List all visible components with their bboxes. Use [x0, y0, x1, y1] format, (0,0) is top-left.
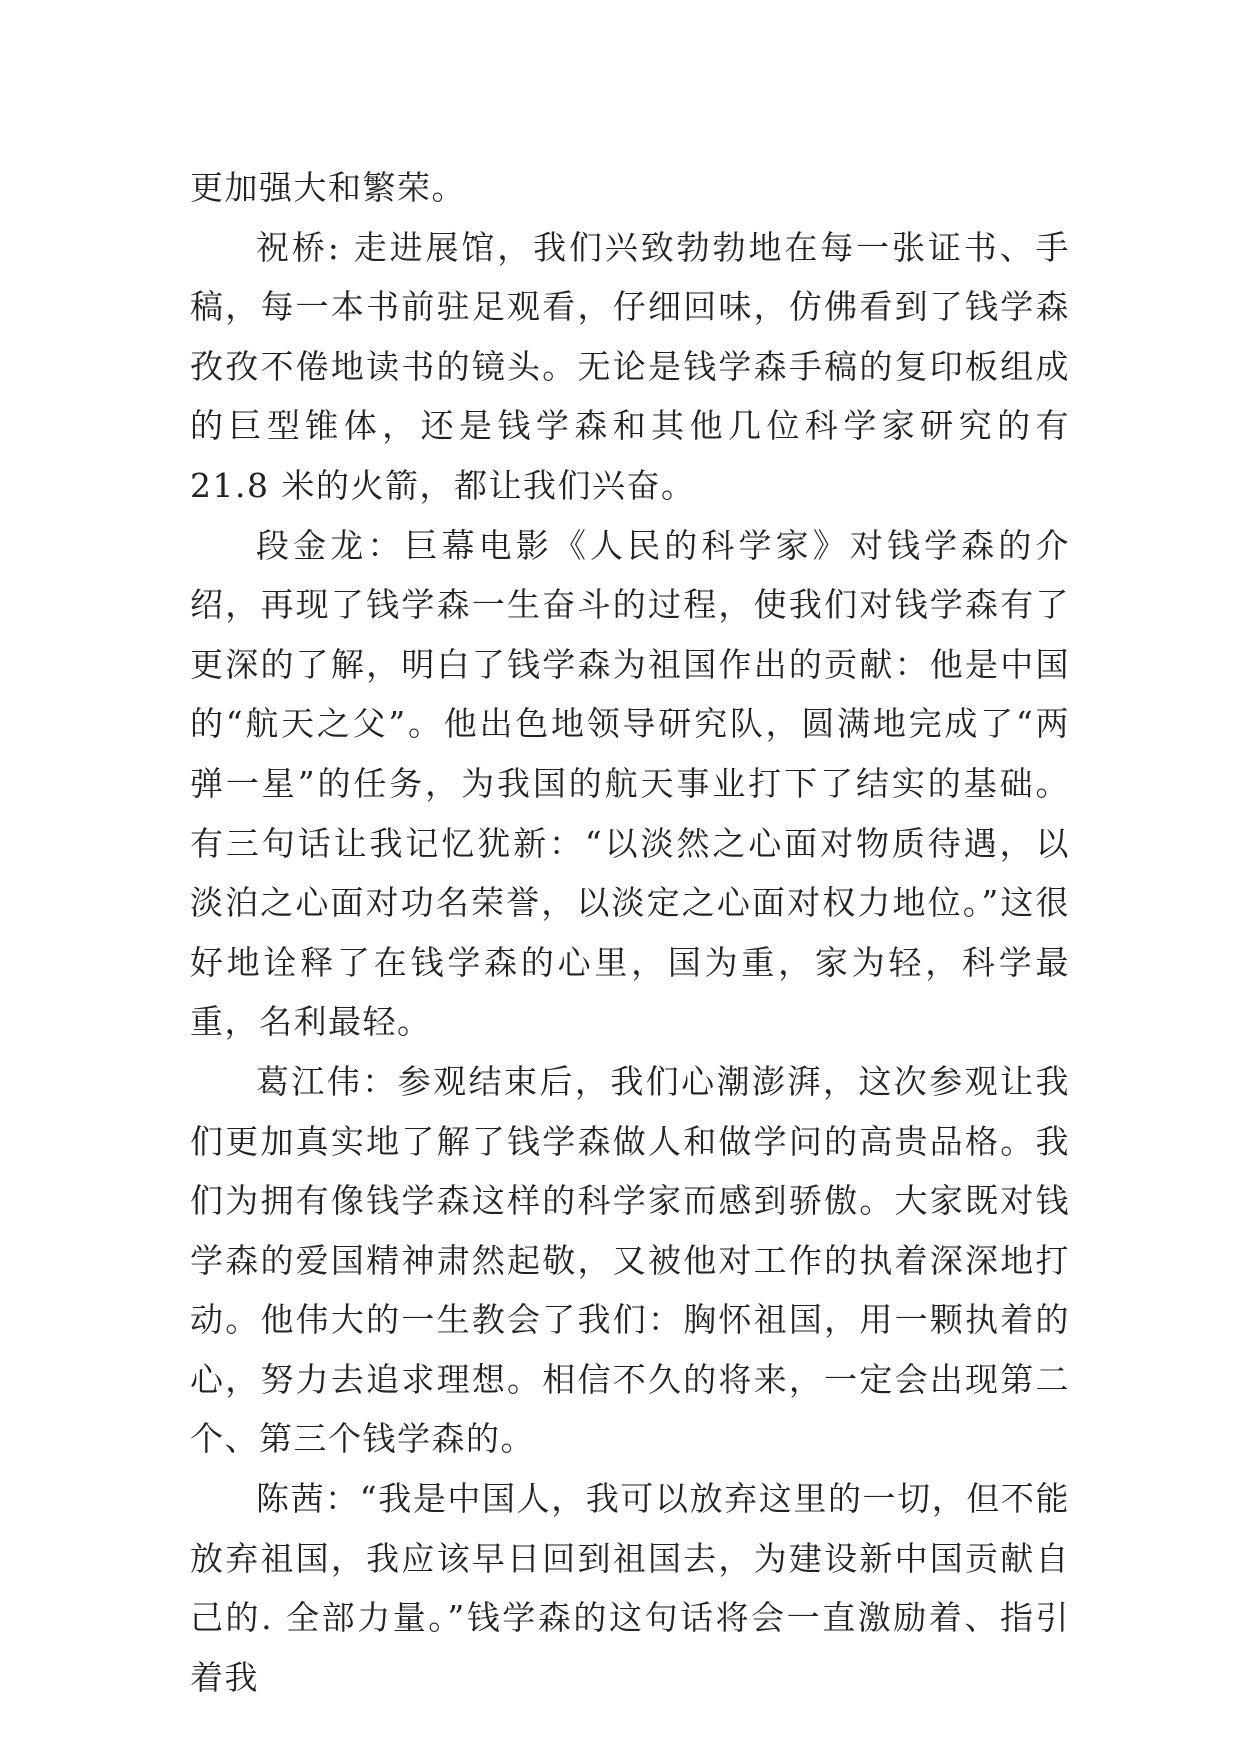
paragraph-5: 陈茜：“我是中国人，我可以放弃这里的一切，但不能放弃祖国，我应该早日回到祖国去，为建设新中国贡献自己的. 全部力量。”钱学森的这句话将会一直激励着、指引着我 [190, 1479, 1070, 1697]
paragraph-4: 葛江伟：参观结束后，我们心潮澎湃，这次参观让我们更加真实地了解了钱学森做人和做学问的高贵品格。我们为拥有像钱学森这样的科学家而感到骄傲。大家既对钱学森的爱国精神肃然起敬，又被他对工作的执着深深地打动。他伟大的一生教会了我们：胸怀祖国，用一颗执着的心，努力去追求理想。相信不久的将来，一定会出现第二个、第三个钱学森的。 [190, 1061, 1070, 1459]
paragraph-1: 更加强大和繁荣。 [190, 168, 466, 207]
paragraph-3: 段金龙：巨幕电影《人民的科学家》对钱学森的介绍，再现了钱学森一生奋斗的过程，使我们对钱学森有了更深的了解，明白了钱学森为祖国作出的贡献：他是中国的“航天之父”。他出色地领导研究队，圆满地完成了“两弹一星”的任务，为我国的航天事业打下了结实的基础。有三句话让我记忆犹新：“以淡然之心面对物质待遇，以淡泊之心面对功名荣誉，以淡定之心面对权力地位。”这很好地诠释了在钱学森的心里，国为重，家为轻，科学最重，名利最轻。 [190, 525, 1070, 1042]
body-text [190, 158, 1070, 1707]
paragraph-2: 祝桥: 走进展馆，我们兴致勃勃地在每一张证书、手稿，每一本书前驻足观看，仔细回味，仿佛看到了钱学森孜孜不倦地读书的镜头。无论是钱学森手稿的复印板组成的巨型锥体，还是钱学森和其他几位科学家研究的有 21.8 米的火箭，都让我们兴奋。 [190, 227, 1070, 505]
